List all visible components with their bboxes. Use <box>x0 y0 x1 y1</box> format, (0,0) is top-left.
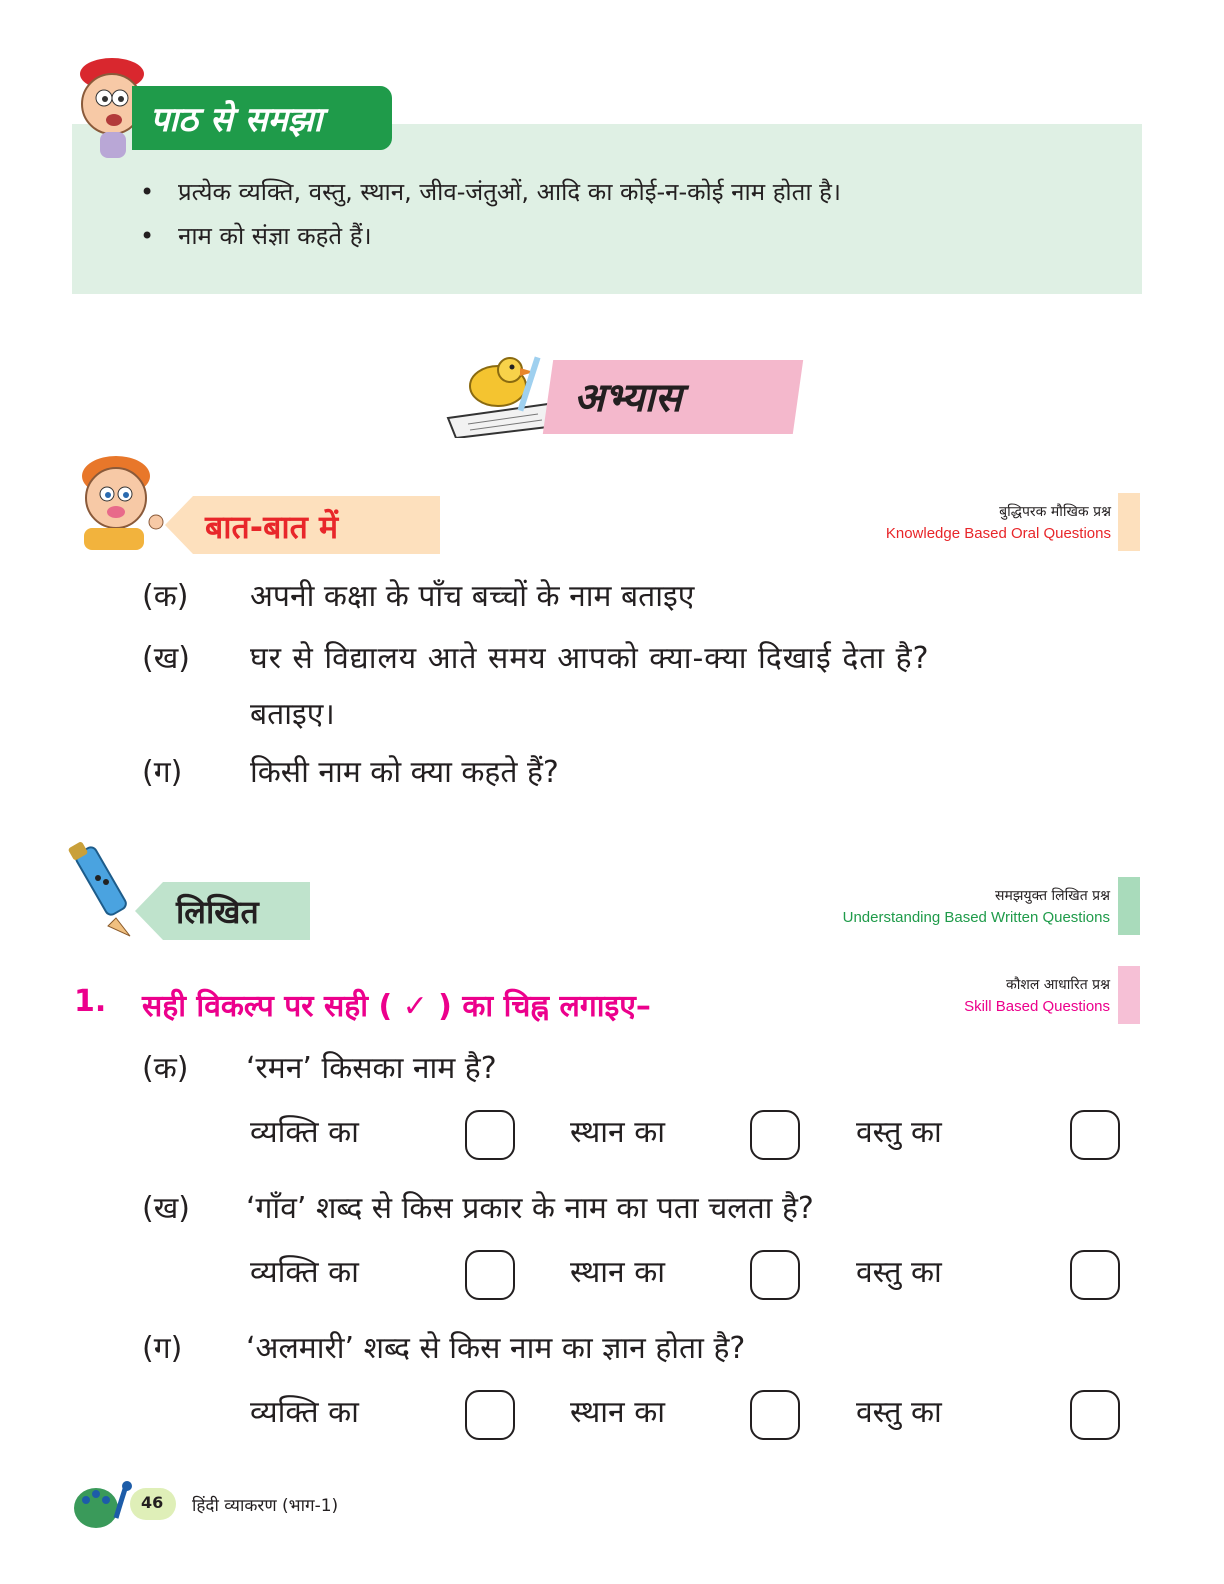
option-label: वस्तु का <box>856 1115 942 1150</box>
oral-side-label <box>830 502 1111 542</box>
option-checkbox[interactable] <box>750 1110 800 1160</box>
option-label: वस्तु का <box>856 1395 942 1430</box>
summary-bullet: • प्रत्येक व्यक्ति, वस्तु, स्थान, जीव-जंतुओं, आदि का कोई-न-कोई नाम होता है। <box>140 170 841 214</box>
written-side-english: Understanding Based Written Questions <box>842 909 1110 926</box>
skill-side-english: Skill Based Questions <box>964 998 1110 1015</box>
boy-waving-illustration <box>70 452 170 552</box>
option-checkbox[interactable] <box>1070 1390 1120 1440</box>
abhyas-title: अभ्यास <box>574 375 682 421</box>
skill-side-bar <box>1118 966 1140 1024</box>
option-label: व्यक्ति का <box>250 1115 359 1150</box>
option-checkbox[interactable] <box>465 1110 515 1160</box>
option-label: स्थान का <box>570 1115 666 1150</box>
option-checkbox[interactable] <box>465 1390 515 1440</box>
option-checkbox[interactable] <box>750 1390 800 1440</box>
bird-writing-illustration <box>438 346 558 438</box>
pencil-illustration <box>60 840 144 940</box>
question-text: ‘गाँव’ शब्द से किस प्रकार के नाम का पता चलता है? <box>246 1191 814 1226</box>
question-text-continued: बताइए। <box>250 697 335 732</box>
summary-bullets <box>140 170 841 258</box>
question-text: अपनी कक्षा के पाँच बच्चों के नाम बताइए <box>250 579 695 614</box>
question-text: घर से विद्यालय आते समय आपको क्या-क्या दिखाई देता है? <box>250 641 930 676</box>
oral-title: बात-बात में <box>205 508 339 546</box>
option-label: व्यक्ति का <box>250 1395 359 1430</box>
oral-side-hindi: बुद्धिपरक मौखिक प्रश्न <box>999 504 1111 520</box>
summary-bullet: • नाम को संज्ञा कहते हैं। <box>140 214 841 258</box>
written-side-bar <box>1118 877 1140 935</box>
question-label: (ग) <box>142 755 183 790</box>
oral-side-english: Knowledge Based Oral Questions <box>885 525 1111 542</box>
skill-side-label <box>880 975 1110 1015</box>
option-checkbox[interactable] <box>1070 1250 1120 1300</box>
written-side-hindi: समझयुक्त लिखित प्रश्न <box>995 888 1110 904</box>
question-label: (ख) <box>142 1191 190 1226</box>
option-label: वस्तु का <box>856 1255 942 1290</box>
page-number: 46 <box>141 1493 164 1512</box>
skill-side-hindi: कौशल आधारित प्रश्न <box>1005 977 1110 993</box>
exercise-number: 1. <box>74 984 107 1019</box>
written-title: लिखित <box>176 893 259 931</box>
question-text: ‘अलमारी’ शब्द से किस नाम का ज्ञान होता है? <box>246 1331 746 1366</box>
question-text: किसी नाम को क्या कहते हैं? <box>250 755 559 790</box>
summary-title: पाठ से समझा <box>132 86 392 150</box>
option-label: स्थान का <box>570 1255 666 1290</box>
option-checkbox[interactable] <box>750 1250 800 1300</box>
question-text: ‘रमन’ किसका नाम है? <box>246 1051 497 1086</box>
peacock-icon <box>72 1478 134 1532</box>
option-checkbox[interactable] <box>1070 1110 1120 1160</box>
question-label: (ग) <box>142 1331 183 1366</box>
option-label: स्थान का <box>570 1395 666 1430</box>
book-title: हिंदी व्याकरण (भाग-1) <box>192 1496 339 1516</box>
question-label: (ख) <box>142 641 190 676</box>
written-side-label <box>780 886 1110 926</box>
oral-side-bar <box>1118 493 1140 551</box>
option-label: व्यक्ति का <box>250 1255 359 1290</box>
question-label: (क) <box>142 1051 189 1086</box>
option-checkbox[interactable] <box>465 1250 515 1300</box>
question-label: (क) <box>142 579 189 614</box>
exercise-heading: सही विकल्प पर सही ( ✓ ) का चिह्न लगाइए– <box>142 989 651 1024</box>
